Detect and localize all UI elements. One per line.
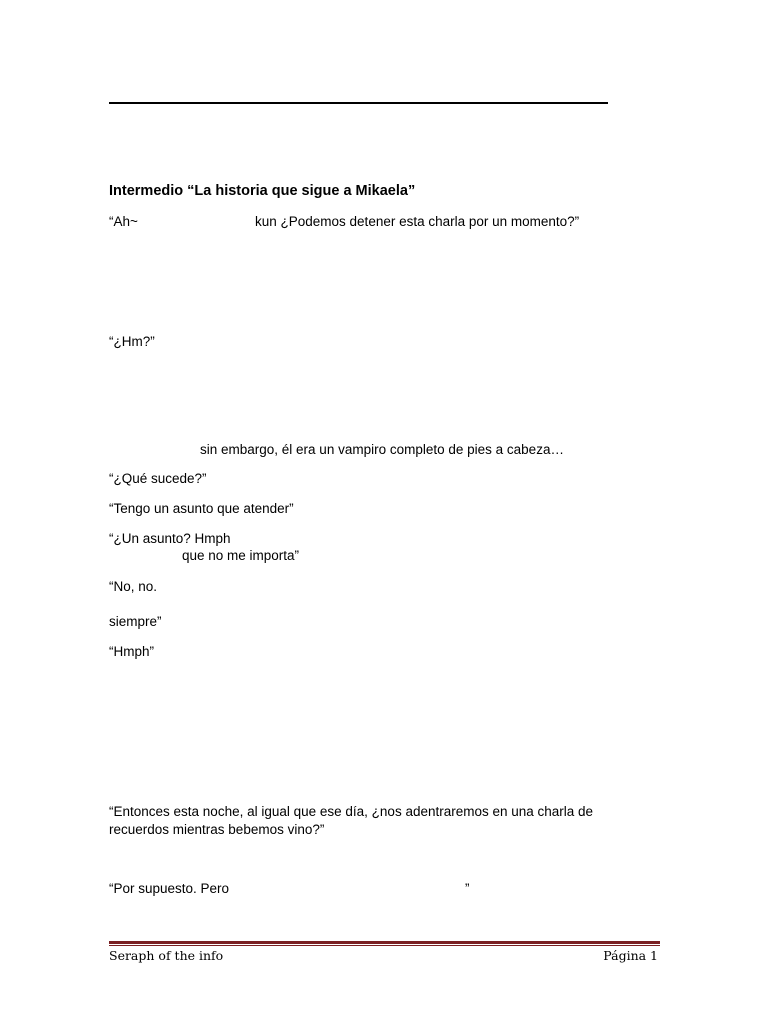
footer-rule bbox=[109, 941, 660, 946]
text-line: “Hmph” bbox=[109, 644, 155, 659]
text-line: sin embargo, él era un vampiro completo de pies a cabeza… bbox=[200, 442, 564, 457]
text-line: kun ¿Podemos detener esta charla por un momento?” bbox=[255, 214, 580, 229]
text-line: “¿Un asunto? Hmph bbox=[109, 531, 231, 546]
page-number: Página 1 bbox=[603, 948, 658, 963]
text-line: “Entonces esta noche, al igual que ese día, ¿nos adentraremos en una charla de bbox=[109, 804, 594, 819]
text-line: “¿Hm?” bbox=[109, 334, 155, 349]
text-line: que no me importa” bbox=[182, 548, 300, 563]
text-line: ” bbox=[465, 881, 470, 896]
text-line: recuerdos mientras bebemos vino?” bbox=[109, 822, 325, 837]
text-line: “Ah~ bbox=[109, 214, 138, 229]
footer-left-text: Seraph of the info bbox=[109, 948, 224, 963]
text-line: “Por supuesto. Pero bbox=[109, 881, 230, 896]
text-line: “No, no. bbox=[109, 579, 158, 594]
text-line: siempre” bbox=[109, 614, 162, 629]
chapter-title: Intermedio “La historia que sigue a Mikaela” bbox=[109, 183, 416, 199]
text-line: “Tengo un asunto que atender” bbox=[109, 501, 294, 516]
header-rule bbox=[109, 102, 608, 104]
text-line: “¿Qué sucede?” bbox=[109, 471, 207, 486]
